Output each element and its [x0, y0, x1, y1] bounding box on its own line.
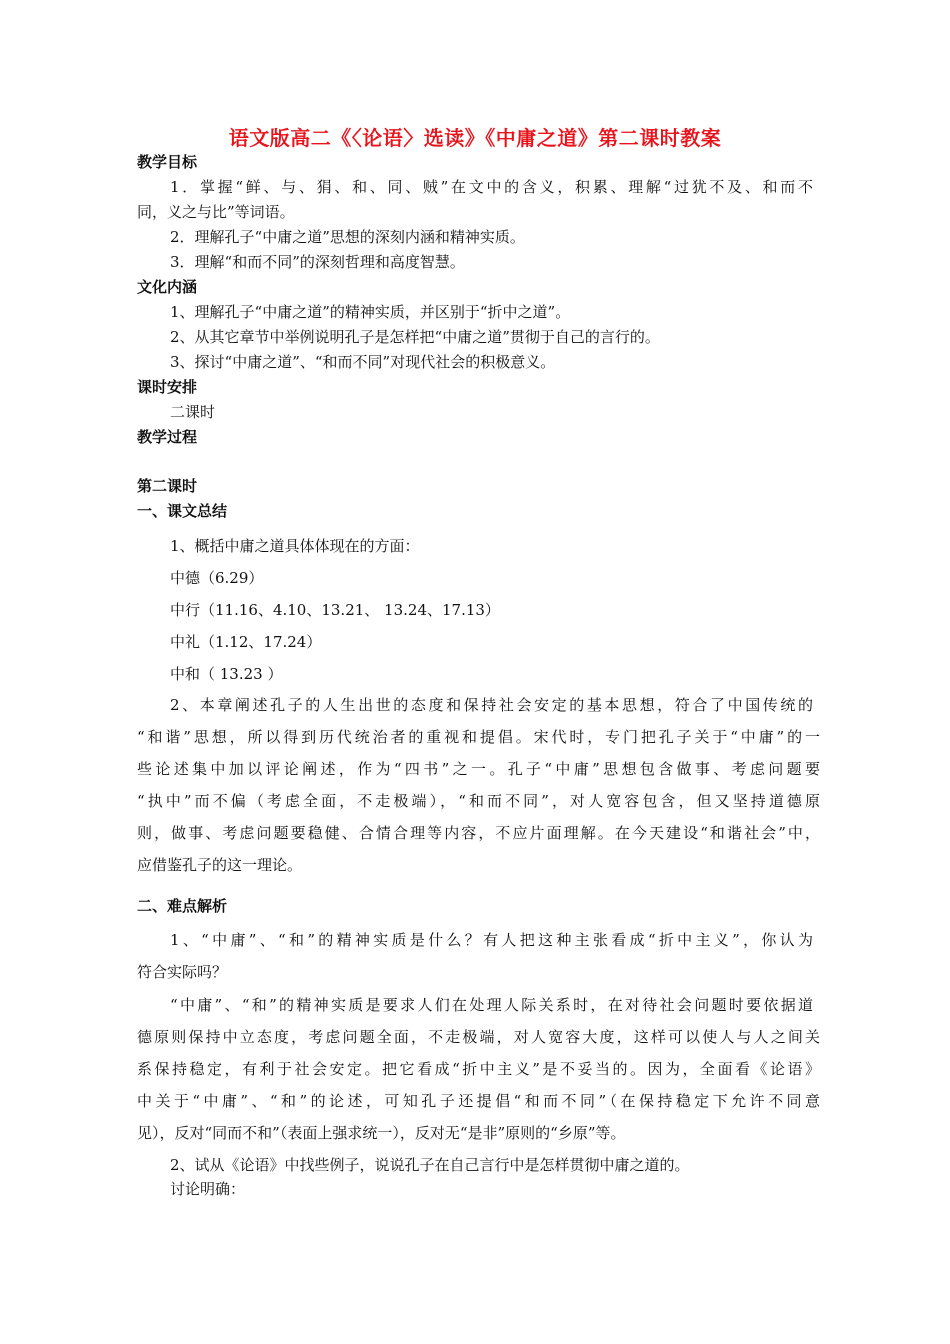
goal-item-1b: 同，义之与比”等词语。	[137, 203, 295, 221]
summary-p1: 1、概括中庸之道具体体现在的方面：	[170, 537, 420, 555]
process-heading: 教学过程	[137, 428, 198, 446]
question-1-line-1: 1、“中庸”、“和”的精神实质是什么？有人把这种主张看成“折中主义”，你认为	[170, 931, 813, 949]
summary-p2-line-3: 些论述集中加以评论阐述，作为“四书”之一。孔子“中庸”思想包含做事、考虑问题要	[137, 760, 820, 778]
answer-1-line-2: 德原则保持中立态度，考虑问题全面，不走极端，对人宽容大度，这样可以使人与人之间关	[137, 1028, 820, 1046]
question-2: 2、试从《论语》中找些例子，说说孔子在自己言行中是怎样贯彻中庸之道的。	[170, 1156, 690, 1174]
part2-heading: 二、难点解析	[137, 897, 228, 915]
lesson2-heading: 第二课时	[137, 477, 198, 495]
question-1-line-2: 符合实际吗？	[137, 963, 228, 981]
culture-item-2: 2、从其它章节中举例说明孔子是怎样把“中庸之道”贯彻于自己的言行的。	[170, 328, 660, 346]
goal-item-3: 3．理解“和而不同”的深刻哲理和高度智慧。	[170, 253, 465, 271]
summary-p2-line-5: 则，做事、考虑问题要稳健、合情合理等内容，不应片面理解。在今天建设“和谐社会”中，	[137, 824, 820, 842]
culture-item-1: 1、理解孔子“中庸之道”的精神实质，并区别于“折中之道”。	[170, 303, 571, 321]
answer-1-line-5: 见），反对“同而不和”（表面上强求统一），反对无“是非”原则的“乡原”等。	[137, 1124, 626, 1142]
document-title: 语文版高二《〈论语〉选读》《中庸之道》第二课时教案	[228, 126, 722, 150]
summary-p2-line-2: “和谐”思想，所以得到历代统治者的重视和提倡。宋代时，专门把孔子关于“中庸”的一	[137, 728, 820, 746]
zhongxing-line: 中行（11.16、4.10、13.21、 13.24、17.13）	[170, 601, 500, 619]
schedule-value: 二课时	[170, 403, 216, 421]
schedule-heading: 课时安排	[137, 378, 198, 396]
summary-p2-line-6: 应借鉴孔子的这一理论。	[137, 856, 303, 874]
culture-heading: 文化内涵	[137, 278, 198, 296]
part1-heading: 一、课文总结	[137, 502, 228, 520]
zhongli-line: 中礼（1.12、17.24）	[170, 633, 322, 651]
summary-p2-line-1: 2、本章阐述孔子的人生出世的态度和保持社会安定的基本思想，符合了中国传统的	[170, 696, 813, 714]
question-2-note: 讨论明确：	[170, 1180, 246, 1198]
answer-1-line-4: 中关于“中庸”、“和”的论述，可知孔子还提倡“和而不同”（在保持稳定下允许不同意	[137, 1092, 820, 1110]
goal-item-2: 2．理解孔子“中庸之道”思想的深刻内涵和精神实质。	[170, 228, 525, 246]
zhongde-line: 中德（6.29）	[170, 569, 264, 587]
zhonghe-line: 中和（ 13.23 ）	[170, 665, 283, 683]
goal-item-1a: 1．掌握“鲜、与、狷、和、同、贼”在文中的含义，积累、理解“过犹不及、和而不	[170, 178, 813, 196]
answer-1-line-1: “中庸”、“和”的精神实质是要求人们在处理人际关系时，在对待社会问题时要依据道	[170, 996, 813, 1014]
culture-item-3: 3、探讨“中庸之道”、“和而不同”对现代社会的积极意义。	[170, 353, 556, 371]
goals-heading: 教学目标	[137, 153, 198, 171]
answer-1-line-3: 系保持稳定，有利于社会安定。把它看成“折中主义”是不妥当的。因为，全面看《论语》	[137, 1060, 820, 1078]
summary-p2-line-4: “执中”而不偏（考虑全面，不走极端），“和而不同”，对人宽容包含，但又坚持道德原	[137, 792, 820, 810]
